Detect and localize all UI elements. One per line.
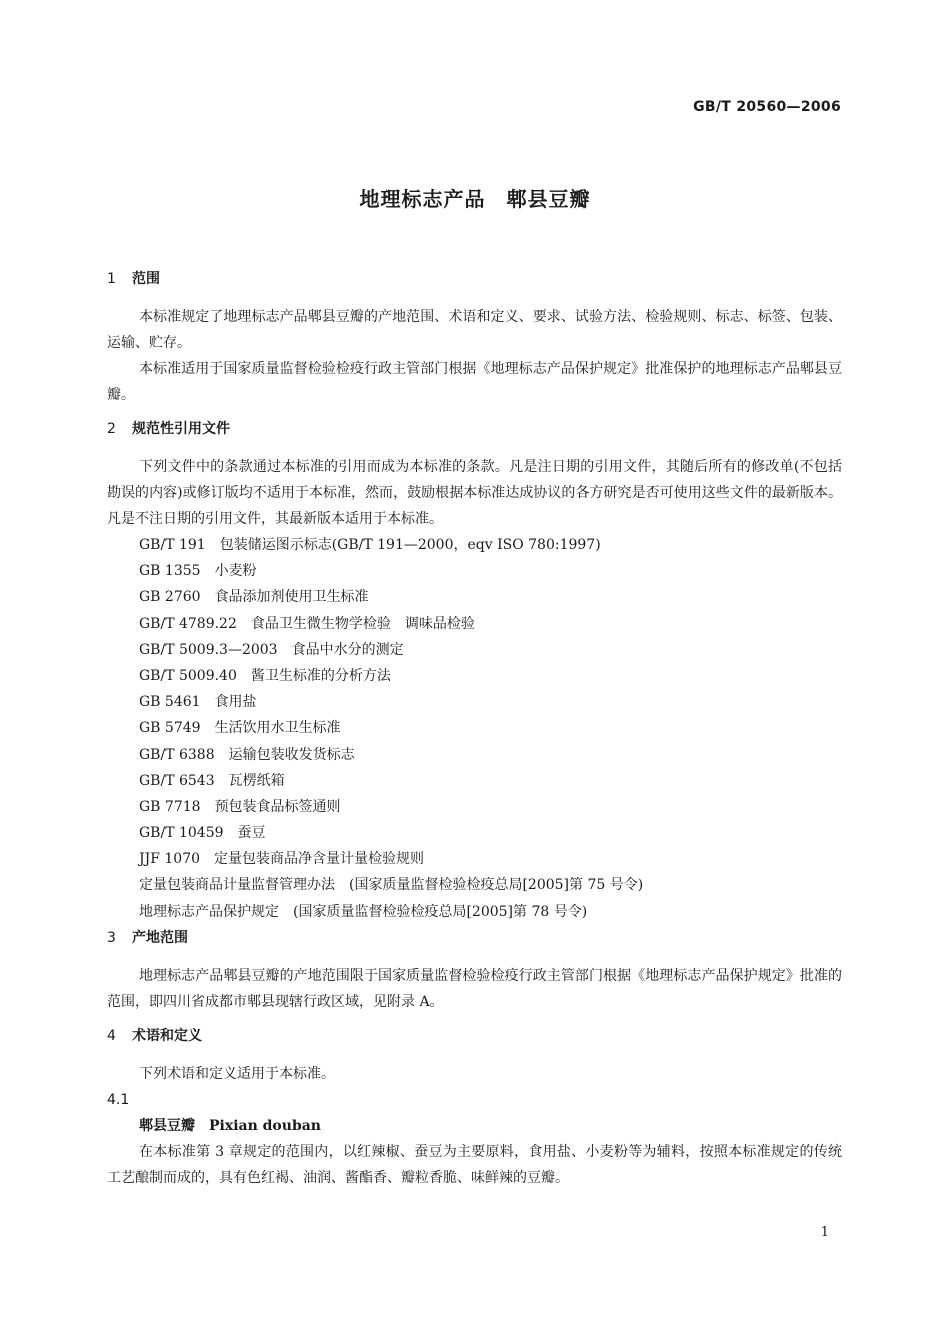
reference-code: GB/T 6388	[139, 746, 215, 763]
reference-title: 生活饮用水卫生标准	[214, 720, 341, 737]
reference-code: 地理标志产品保护规定	[139, 903, 279, 920]
reference-title: 小麦粉	[214, 563, 257, 580]
reference-title: (国家质量监督检验检疫总局[2005]第 75 号令)	[349, 877, 644, 894]
paragraph: 下列文件中的条款通过本标准的引用而成为本标准的条款。凡是注日期的引用文件，其随后所有的修改单(不包括勘误的内容)或修订版均不适用于本标准，然而，鼓励根据本标准达成协议的各方研究是否可使用这些文件的最新版本。凡是不注日期的引用文件，其最新版本适用于本标准。	[107, 459, 842, 527]
term-chinese: 郫县豆瓣	[139, 1117, 195, 1134]
section-heading-production-area	[107, 925, 842, 951]
section-heading-terms-definitions	[107, 1023, 842, 1049]
paragraph: 本标准适用于国家质量监督检验检疫行政主管部门根据《地理标志产品保护规定》批准保护的地理标志产品郫县豆瓣。	[107, 361, 842, 403]
reference-code: GB/T 191	[139, 537, 206, 553]
section-heading-normative-references	[107, 416, 842, 442]
section-title: 规范性引用文件	[132, 421, 230, 437]
section-number: 1	[107, 271, 116, 287]
reference-item	[107, 794, 842, 820]
reference-title: 食品卫生微生物学检验 调味品检验	[250, 615, 475, 632]
reference-item	[107, 584, 842, 610]
reference-code: GB 7718	[139, 798, 201, 815]
reference-title: 运输包装收发货标志	[228, 746, 355, 763]
section-title: 范围	[132, 271, 160, 287]
reference-code: JJF 1070	[139, 851, 201, 868]
term-entry	[107, 1113, 842, 1139]
reference-code: GB 1355	[139, 563, 201, 580]
reference-code: GB 5461	[139, 694, 201, 711]
reference-item	[107, 689, 842, 715]
reference-code: GB/T 10459	[139, 825, 224, 842]
reference-item	[107, 663, 842, 689]
reference-item	[107, 820, 842, 846]
document-title: 地理标志产品 郫县豆瓣	[359, 187, 591, 211]
paragraph: 本标准规定了地理标志产品郫县豆瓣的产地范围、术语和定义、要求、试验方法、检验规则、标志、标签、包装、运输、贮存。	[107, 309, 842, 351]
page-number: 1	[820, 1225, 829, 1240]
reference-item	[107, 768, 842, 794]
reference-list	[107, 532, 842, 925]
reference-item	[107, 611, 842, 637]
section-title: 产地范围	[132, 929, 188, 946]
reference-title: 瓦楞纸箱	[228, 772, 285, 789]
clause-number: 4.1	[107, 1091, 130, 1108]
section-title: 术语和定义	[132, 1027, 202, 1044]
section-heading-scope	[107, 266, 842, 292]
document-body	[107, 266, 842, 1191]
reference-title: 蚕豆	[237, 825, 266, 842]
reference-title: 包装储运图示标志(GB/T 191—2000，eqv ISO 780:1997)	[219, 537, 601, 553]
reference-title: 酱卫生标准的分析方法	[250, 667, 391, 684]
reference-code: GB/T 6543	[139, 772, 215, 789]
reference-item	[107, 899, 842, 925]
reference-item	[107, 558, 842, 584]
reference-code: GB 2760	[139, 589, 201, 606]
reference-item	[107, 637, 842, 663]
reference-item	[107, 715, 842, 741]
reference-code: GB/T 4789.22	[139, 615, 237, 632]
section-number: 3	[107, 929, 116, 946]
section-number: 4	[107, 1027, 116, 1044]
reference-code: GB/T 5009.40	[139, 667, 237, 684]
term-english: Pixian douban	[209, 1117, 321, 1134]
reference-code: GB/T 5009.3—2003	[139, 641, 278, 658]
reference-title: 预包装食品标签通则	[214, 798, 341, 815]
reference-title: 食品添加剂使用卫生标准	[214, 589, 369, 606]
paragraph: 地理标志产品郫县豆瓣的产地范围限于国家质量监督检验检疫行政主管部门根据《地理标志产品保护规定》批准的范围，即四川省成都市郫县现辖行政区域，见附录 A。	[107, 967, 842, 1010]
reference-code: GB 5749	[139, 720, 201, 737]
term-definition: 在本标准第 3 章规定的范围内，以红辣椒、蚕豆为主要原料，食用盐、小麦粉等为辅料，按照本标准规定的传统工艺酿制而成的，具有色红褐、油润、酱酯香、瓣粒香脆、味鲜辣的豆瓣。	[107, 1143, 842, 1186]
reference-title: 定量包装商品净含量计量检验规则	[214, 851, 425, 868]
reference-item	[107, 872, 842, 898]
paragraph: 下列术语和定义适用于本标准。	[139, 1065, 335, 1082]
reference-title: (国家质量监督检验检疫总局[2005]第 78 号令)	[293, 903, 588, 920]
standard-code: GB/T 20560—2006	[693, 99, 841, 115]
reference-item	[107, 742, 842, 768]
reference-item	[107, 532, 842, 558]
reference-code: 定量包装商品计量监督管理办法	[139, 877, 335, 894]
reference-title: 食品中水分的测定	[291, 641, 404, 658]
section-number: 2	[107, 421, 116, 437]
reference-title: 食用盐	[214, 694, 257, 711]
reference-item	[107, 846, 842, 872]
